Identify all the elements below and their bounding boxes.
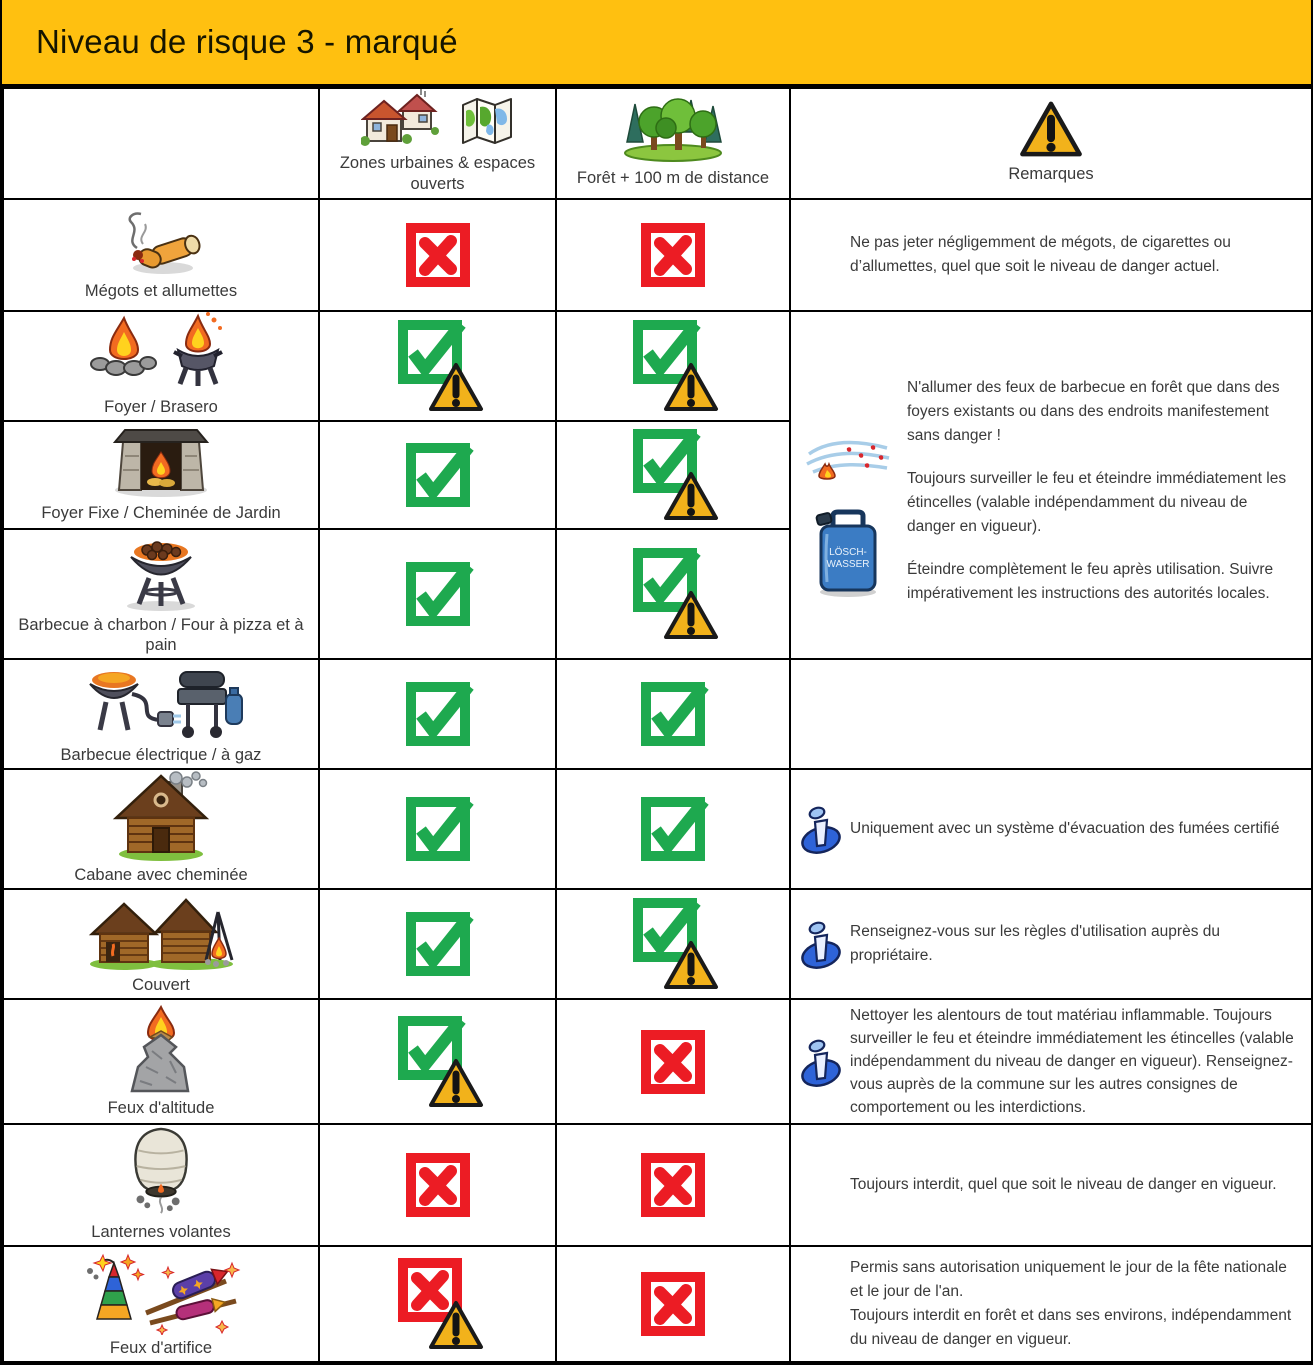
row-label: Foyer / Brasero bbox=[104, 398, 218, 416]
urban-status-cell bbox=[319, 311, 556, 421]
wind-sparks-icon bbox=[805, 438, 891, 482]
fire-rules-table bbox=[2, 87, 1313, 1363]
urban-status-cell bbox=[319, 769, 556, 889]
table-row bbox=[3, 1246, 1312, 1362]
allowed-with-warning-icon bbox=[390, 357, 486, 374]
remark-text: Ne pas jeter négligemment de mégots, de cigarettes ou d’allumettes, quel que soit le niveau de danger actuel. bbox=[850, 234, 1231, 275]
forest-status-cell bbox=[556, 529, 790, 659]
water-canister-icon bbox=[815, 506, 881, 598]
row-label: Couvert bbox=[132, 976, 190, 994]
forest-status-cell bbox=[556, 421, 790, 529]
info-icon bbox=[797, 804, 843, 854]
remarks-cell bbox=[790, 999, 1312, 1124]
forest-status-cell bbox=[556, 1246, 790, 1362]
info-icon bbox=[797, 1037, 843, 1087]
forbidden-icon bbox=[390, 246, 486, 263]
row-label: Foyer Fixe / Cheminée de Jardin bbox=[41, 504, 281, 522]
activity-cell bbox=[3, 1124, 319, 1246]
forbidden-with-warning-icon bbox=[390, 1295, 486, 1312]
row-label: Feux d'artifice bbox=[109, 1339, 213, 1357]
activity-cell bbox=[3, 311, 319, 421]
urban-status-cell bbox=[319, 421, 556, 529]
remark-paragraph: N'allumer des feux de barbecue en forêt que dans des foyers existants ou dans des endroits manifestement sans danger ! bbox=[907, 378, 1280, 444]
row-label: Mégots et allumettes bbox=[84, 282, 238, 300]
forest-status-cell bbox=[556, 659, 790, 769]
allowed-icon bbox=[390, 820, 486, 837]
forbidden-icon bbox=[625, 1295, 721, 1312]
remark-text: Toujours interdit, quel que soit le niveau de danger en vigueur. bbox=[850, 1176, 1277, 1193]
column-label-forest: Forêt + 100 m de distance bbox=[576, 168, 770, 187]
page-title: Niveau de risque 3 - marqué bbox=[36, 23, 458, 60]
table-row bbox=[3, 769, 1312, 889]
allowed-with-warning-icon bbox=[625, 466, 721, 483]
remark-paragraph: Toujours interdit en forêt et dans ses environs, indépendamment du niveau de danger en vigueur. bbox=[850, 1307, 1292, 1348]
forest-icon bbox=[621, 96, 725, 162]
allowed-with-warning-icon bbox=[625, 357, 721, 374]
remarks-cell bbox=[790, 199, 1312, 311]
alpine-fire-icon bbox=[4, 1003, 318, 1095]
row-label: Barbecue électrique / à gaz bbox=[60, 746, 262, 764]
urban-status-cell bbox=[319, 659, 556, 769]
activity-cell bbox=[3, 999, 319, 1124]
row-label: Barbecue à charbon / Four à pizza et à pain bbox=[18, 616, 304, 654]
row-label: Cabane avec cheminée bbox=[74, 866, 248, 884]
forest-status-cell bbox=[556, 199, 790, 311]
canister-label-line2: WASSER bbox=[826, 558, 870, 570]
electric-gas-grill-icon bbox=[4, 660, 318, 742]
forbidden-icon bbox=[390, 1176, 486, 1193]
table-row bbox=[3, 1124, 1312, 1246]
allowed-icon bbox=[625, 820, 721, 837]
forest-status-cell bbox=[556, 769, 790, 889]
map-icon bbox=[459, 95, 515, 147]
remark-text-group bbox=[850, 1256, 1301, 1352]
activity-cell bbox=[3, 529, 319, 659]
houses-icon bbox=[361, 89, 439, 147]
column-header-urban bbox=[319, 88, 556, 199]
cigarette-butt-icon bbox=[4, 206, 318, 278]
activity-cell bbox=[3, 659, 319, 769]
allowed-with-warning-icon bbox=[390, 1053, 486, 1070]
forbidden-icon bbox=[625, 246, 721, 263]
urban-status-cell bbox=[319, 999, 556, 1124]
title-banner bbox=[2, 0, 1311, 87]
urban-status-cell bbox=[319, 529, 556, 659]
sky-lantern-icon bbox=[4, 1125, 318, 1219]
remark-paragraph: Éteindre complètement le feu après utilisation. Suivre impérativement les instructions des autorités locales. bbox=[907, 560, 1274, 602]
charcoal-grill-icon bbox=[4, 530, 318, 612]
urban-status-cell bbox=[319, 889, 556, 999]
activity-cell bbox=[3, 769, 319, 889]
campfire-brasero-icon bbox=[4, 312, 318, 394]
activity-cell bbox=[3, 889, 319, 999]
garden-fireplace-icon bbox=[4, 424, 318, 500]
forbidden-icon bbox=[625, 1176, 721, 1193]
allowed-icon bbox=[390, 935, 486, 952]
activity-cell bbox=[3, 421, 319, 529]
remark-text: Nettoyer les alentours de tout matériau inflammable. Toujours surveiller le feu et éteindre immédiatement les étincelles (valable indépendamment du niveau de danger en vigueur). Renseignez-vous auprès de la commune sur les autres consignes de comportement ou les interdictions. bbox=[850, 1007, 1294, 1116]
urban-status-cell bbox=[319, 1246, 556, 1362]
column-header-forest bbox=[556, 88, 790, 199]
urban-status-cell bbox=[319, 1124, 556, 1246]
table-row bbox=[3, 659, 1312, 769]
remark-text-group bbox=[905, 346, 1311, 625]
fireworks-icon bbox=[4, 1247, 318, 1335]
table-row bbox=[3, 311, 1312, 421]
row-label: Feux d'altitude bbox=[107, 1098, 215, 1117]
table-row bbox=[3, 999, 1312, 1124]
remarks-cell bbox=[790, 769, 1312, 889]
remark-paragraph: Permis sans autorisation uniquement le jour de la fête nationale et le jour de l'an. bbox=[850, 1259, 1287, 1300]
remark-text: Uniquement avec un système d'évacuation des fumées certifié bbox=[850, 820, 1280, 837]
info-icon bbox=[797, 919, 843, 969]
corner-cell bbox=[3, 88, 319, 199]
urban-status-cell bbox=[319, 199, 556, 311]
table-row bbox=[3, 199, 1312, 311]
forest-status-cell bbox=[556, 999, 790, 1124]
remark-paragraph: Toujours surveiller le feu et éteindre immédiatement les étincelles (valable indépendamment du niveau de danger en vigueur). bbox=[907, 469, 1287, 535]
row-label: Lanternes volantes bbox=[91, 1223, 231, 1241]
allowed-with-warning-icon bbox=[625, 585, 721, 602]
allowed-with-warning-icon bbox=[625, 935, 721, 952]
allowed-icon bbox=[625, 705, 721, 722]
remarks-cell bbox=[790, 659, 1312, 769]
column-label-urban: Zones urbaines & espaces ouverts bbox=[339, 154, 536, 193]
remarks-cell bbox=[790, 1246, 1312, 1362]
forest-status-cell bbox=[556, 889, 790, 999]
remarks-cell bbox=[790, 1124, 1312, 1246]
activity-cell bbox=[3, 1246, 319, 1362]
header-row bbox=[3, 88, 1312, 199]
column-label-remarks: Remarques bbox=[1008, 164, 1094, 183]
cabin-icon bbox=[4, 770, 318, 862]
column-header-remarks bbox=[790, 88, 1312, 199]
remarks-cell bbox=[790, 889, 1312, 999]
allowed-icon bbox=[390, 705, 486, 722]
forbidden-icon bbox=[625, 1053, 721, 1070]
remark-text: Renseignez-vous sur les règles d'utilisation auprès du propriétaire. bbox=[850, 923, 1220, 964]
activity-cell bbox=[3, 199, 319, 311]
warning-icon bbox=[1019, 100, 1083, 158]
shelter-icon bbox=[4, 890, 318, 972]
table-row bbox=[3, 889, 1312, 999]
canister-label-line1: LÖSCH- bbox=[829, 546, 867, 558]
forest-status-cell bbox=[556, 1124, 790, 1246]
forest-status-cell bbox=[556, 311, 790, 421]
allowed-icon bbox=[390, 466, 486, 483]
allowed-icon bbox=[390, 585, 486, 602]
remarks-merged-cell bbox=[790, 311, 1312, 659]
